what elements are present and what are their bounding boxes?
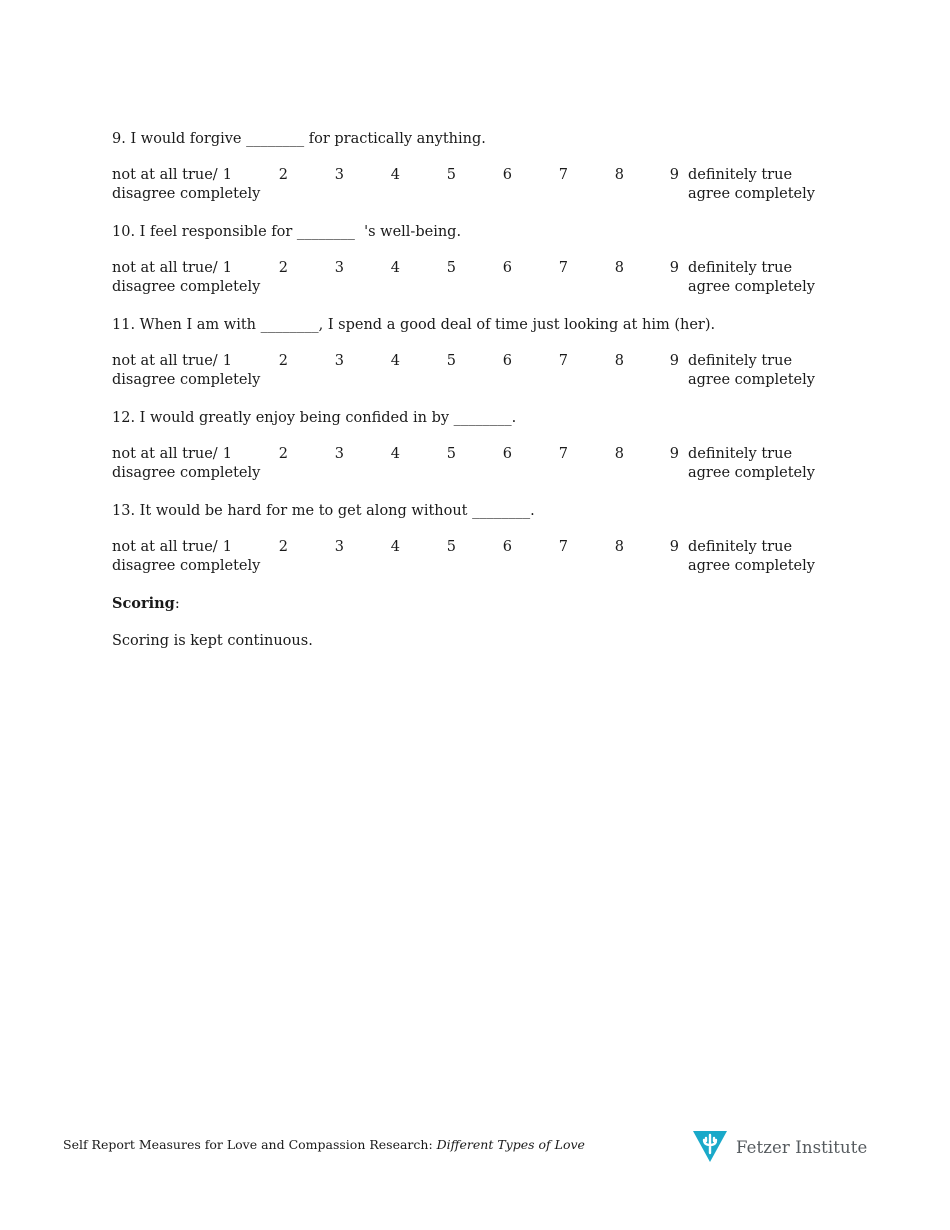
footer-title: Different Types of Love (436, 1137, 585, 1152)
fetzer-mark-icon (693, 1131, 727, 1163)
scale-point-8: 8 (614, 167, 624, 183)
scale-high-sublabel: agree completely (688, 185, 815, 202)
scale-point-9: 9 (669, 260, 679, 276)
scale-point-7: 7 (558, 167, 568, 183)
scale-point-8: 8 (614, 260, 624, 276)
scale-high-sublabel: agree completely (688, 371, 815, 388)
scale-point-6: 6 (502, 539, 512, 555)
scale-point-3: 3 (334, 167, 344, 183)
scale-point-7: 7 (558, 260, 568, 276)
scale-point-5: 5 (446, 539, 456, 555)
scale-point-2: 2 (278, 539, 288, 555)
scale-point-3: 3 (334, 260, 344, 276)
scale-point-9: 9 (669, 353, 679, 369)
scale-point-3: 3 (334, 539, 344, 555)
scale-point-4: 4 (390, 353, 400, 369)
scale-point-5: 5 (446, 260, 456, 276)
footer-citation (63, 1137, 585, 1152)
questionnaire (112, 129, 832, 668)
scale-high-label: definitely true (688, 353, 793, 369)
scale-point-8: 8 (614, 539, 624, 555)
scale-high-label: definitely true (688, 446, 793, 462)
scale-low-label: not at all true/ (112, 167, 218, 183)
scale-point-6: 6 (502, 167, 512, 183)
scoring-heading-line (112, 594, 832, 614)
scale-point-3: 3 (334, 353, 344, 369)
question-12: 12. I would greatly enjoy being confided in by ________. (112, 410, 517, 426)
scale-point-2: 2 (278, 446, 288, 462)
logo-name: Fetzer Institute (736, 1137, 868, 1157)
scale-low-sublabel: disagree completely (112, 371, 261, 388)
scale-point-1: 1 (222, 353, 232, 369)
scale-point-7: 7 (558, 539, 568, 555)
rating-scale-9 (112, 166, 832, 203)
scale-point-5: 5 (446, 167, 456, 183)
scale-low-sublabel: disagree completely (112, 185, 261, 202)
question-10: 10. I feel responsible for ________ 's well-being. (112, 224, 462, 240)
scale-point-1: 1 (222, 446, 232, 462)
scale-point-2: 2 (278, 167, 288, 183)
scoring-heading: Scoring (112, 595, 175, 612)
scale-high-label: definitely true (688, 539, 793, 555)
scale-low-label: not at all true/ (112, 353, 218, 369)
scale-point-1: 1 (222, 167, 232, 183)
rating-scale-13 (112, 538, 832, 575)
scale-low-sublabel: disagree completely (112, 278, 261, 295)
scale-point-2: 2 (278, 260, 288, 276)
scale-point-6: 6 (502, 260, 512, 276)
scale-point-8: 8 (614, 446, 624, 462)
scale-point-4: 4 (390, 260, 400, 276)
fetzer-logo (693, 1131, 867, 1163)
scale-point-4: 4 (390, 446, 400, 462)
question-11: 11. When I am with ________, I spend a good deal of time just looking at him (her). (112, 317, 716, 333)
scale-point-6: 6 (502, 353, 512, 369)
scale-point-4: 4 (390, 167, 400, 183)
scale-high-sublabel: agree completely (688, 278, 815, 295)
scale-point-9: 9 (669, 167, 679, 183)
scale-point-4: 4 (390, 539, 400, 555)
scale-high-sublabel: agree completely (688, 464, 815, 481)
scale-high-sublabel: agree completely (688, 557, 815, 574)
question-9: 9. I would forgive ________ for practically anything. (112, 131, 486, 147)
scale-low-label: not at all true/ (112, 539, 218, 555)
scale-point-1: 1 (222, 260, 232, 276)
scoring-text: Scoring is kept continuous. (112, 633, 313, 649)
scale-point-5: 5 (446, 446, 456, 462)
scale-point-7: 7 (558, 446, 568, 462)
scale-point-1: 1 (222, 539, 232, 555)
scale-high-label: definitely true (688, 167, 793, 183)
scale-point-5: 5 (446, 353, 456, 369)
rating-scale-11 (112, 352, 832, 389)
scale-high-label: definitely true (688, 260, 793, 276)
rating-scale-12 (112, 445, 832, 482)
scoring-colon: : (174, 596, 180, 612)
scale-point-9: 9 (669, 539, 679, 555)
question-13: 13. It would be hard for me to get along without ________. (112, 503, 535, 519)
scale-low-label: not at all true/ (112, 260, 218, 276)
rating-scale-10 (112, 259, 832, 296)
scale-point-6: 6 (502, 446, 512, 462)
scale-point-2: 2 (278, 353, 288, 369)
footer-text: Self Report Measures for Love and Compassion Research: (63, 1137, 437, 1152)
scale-point-8: 8 (614, 353, 624, 369)
scale-low-sublabel: disagree completely (112, 557, 261, 574)
scale-point-7: 7 (558, 353, 568, 369)
scale-point-9: 9 (669, 446, 679, 462)
scale-point-3: 3 (334, 446, 344, 462)
scale-low-label: not at all true/ (112, 446, 218, 462)
scale-low-sublabel: disagree completely (112, 464, 261, 481)
